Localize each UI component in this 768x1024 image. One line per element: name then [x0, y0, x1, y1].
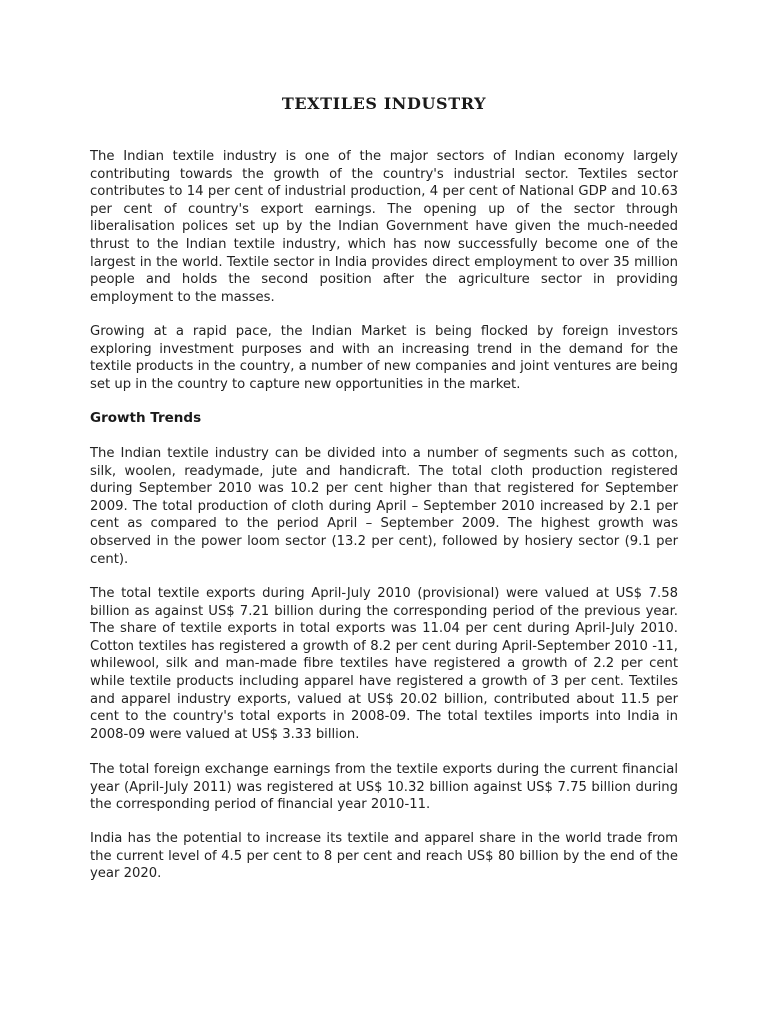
growth-paragraph-1: The Indian textile industry can be divided into a number of segments such as cotton, silk, woolen, readymade, jute and handicraft. The total cloth production registered during September 2010 was 10.2 per cent higher than that registered for September 2009. The total production of cloth during April – September 2010 increased by 2.1 per cent as compared to the period April – September 2009. The highest growth was observed in the power loom sector (13.2 per cent), followed by hosiery sector (9.1 per cent). — [90, 446, 678, 567]
growth-paragraph-2: The total textile exports during April-July 2010 (provisional) were valued at US$ 7.58 billion as against US$ 7.21 billion during the corresponding period of the previous year. The share of textile exports in total exports was 11.04 per cent during April-July 2010. Cotton textiles has registered a growth of 8.2 per cent during April-September 2010 -11, whilewool, silk and man-made fibre textiles have registered a growth of 2.2 per cent while textile products including apparel have registered a growth of 3 per cent. Textiles and apparel industry exports, valued at US$ 20.02 billion, contributed about 11.5 per cent to the country's total exports in 2008-09. The total textiles imports into India in 2008-09 were valued at US$ 3.33 billion. — [90, 586, 678, 742]
intro-paragraph-1: The Indian textile industry is one of the major sectors of Indian economy largely contributing towards the growth of the country's industrial sector. Textiles sector contributes to 14 per cent of industrial production, 4 per cent of National GDP and 10.63 per cent of country's export earnings. The opening up of the sector through liberalisation polices set up by the Indian Government have given the much-needed thrust to the Indian textile industry, which has now successfully become one of the largest in the world. Textile sector in India provides direct employment to over 35 million people and holds the second position after the agriculture sector in providing employment to the masses. — [90, 149, 678, 305]
growth-paragraph-4: India has the potential to increase its textile and apparel share in the world trade from the current level of 4.5 per cent to 8 per cent and reach US$ 80 billion by the end of the year 2020. — [90, 831, 678, 882]
section-heading: Growth Trends — [90, 410, 202, 426]
document-title: TEXTILES INDUSTRY — [281, 94, 487, 113]
growth-paragraph-3: The total foreign exchange earnings from the textile exports during the current financial year (April-July 2011) was registered at US$ 10.32 billion against US$ 7.75 billion during the corresponding period of financial year 2010-11. — [90, 762, 678, 813]
intro-paragraph-2: Growing at a rapid pace, the Indian Market is being flocked by foreign investors exploring investment purposes and with an increasing trend in the demand for the textile products in the country, a number of new companies and joint ventures are being set up in the country to capture new opportunities in the market. — [90, 324, 678, 392]
